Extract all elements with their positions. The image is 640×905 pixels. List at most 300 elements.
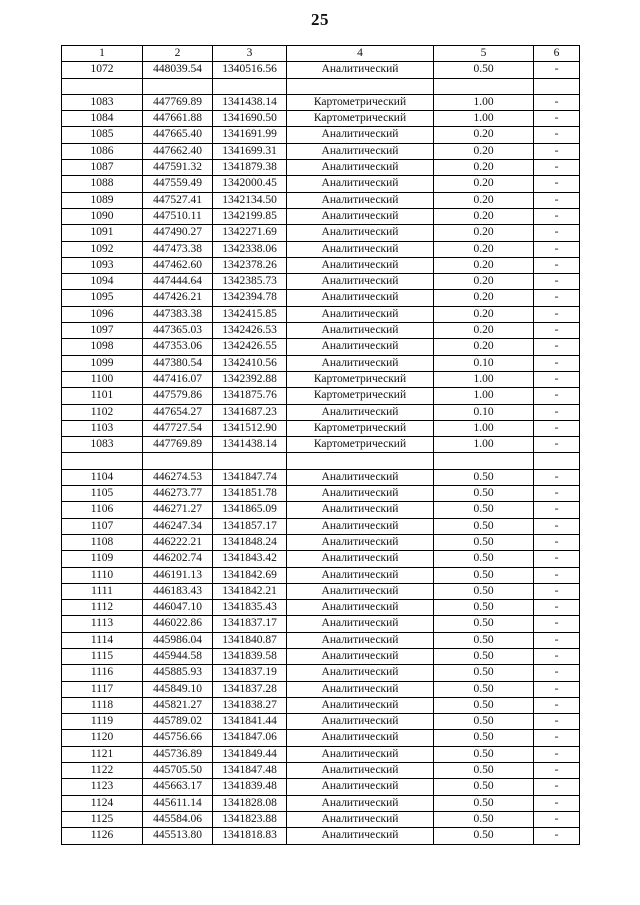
x-coordinate-cell: 447490.27 — [143, 225, 213, 241]
accuracy-cell: 0.20 — [434, 176, 534, 192]
method-cell: Аналитический — [287, 583, 434, 599]
method-cell: Аналитический — [287, 763, 434, 779]
note-cell: - — [534, 371, 580, 387]
y-coordinate-cell: 1341818.83 — [213, 828, 287, 844]
point-number-cell: 1084 — [62, 111, 143, 127]
table-row — [62, 534, 580, 550]
table-row — [62, 746, 580, 762]
accuracy-cell: 0.20 — [434, 274, 534, 290]
method-cell — [287, 78, 434, 94]
y-coordinate-cell: 1341879.38 — [213, 160, 287, 176]
y-coordinate-cell: 1341438.14 — [213, 94, 287, 110]
point-number-cell: 1108 — [62, 534, 143, 550]
point-number-cell: 1088 — [62, 176, 143, 192]
accuracy-cell: 0.50 — [434, 779, 534, 795]
accuracy-cell: 0.50 — [434, 697, 534, 713]
column-header: 1 — [62, 46, 143, 62]
point-number-cell: 1105 — [62, 486, 143, 502]
x-coordinate-cell: 446047.10 — [143, 600, 213, 616]
point-number-cell: 1089 — [62, 192, 143, 208]
x-coordinate-cell: 445986.04 — [143, 632, 213, 648]
accuracy-cell: 0.50 — [434, 567, 534, 583]
method-cell: Аналитический — [287, 681, 434, 697]
table-row — [62, 811, 580, 827]
point-number-cell: 1109 — [62, 551, 143, 567]
column-header: 6 — [534, 46, 580, 62]
accuracy-cell: 1.00 — [434, 94, 534, 110]
note-cell: - — [534, 632, 580, 648]
method-cell: Аналитический — [287, 534, 434, 550]
table-row — [62, 160, 580, 176]
table-row — [62, 714, 580, 730]
y-coordinate-cell: 1341842.21 — [213, 583, 287, 599]
method-cell: Аналитический — [287, 323, 434, 339]
method-cell: Картометрический — [287, 420, 434, 436]
x-coordinate-cell: 446191.13 — [143, 567, 213, 583]
accuracy-cell: 0.20 — [434, 306, 534, 322]
method-cell: Аналитический — [287, 632, 434, 648]
note-cell: - — [534, 648, 580, 664]
point-number-cell: 1083 — [62, 94, 143, 110]
x-coordinate-cell: 447353.06 — [143, 339, 213, 355]
point-number-cell: 1093 — [62, 257, 143, 273]
method-cell: Картометрический — [287, 437, 434, 453]
note-cell: - — [534, 518, 580, 534]
accuracy-cell: 0.20 — [434, 143, 534, 159]
table-row — [62, 111, 580, 127]
y-coordinate-cell — [213, 78, 287, 94]
table-row — [62, 583, 580, 599]
note-cell: - — [534, 502, 580, 518]
x-coordinate-cell — [143, 453, 213, 469]
table-row — [62, 453, 580, 469]
note-cell — [534, 453, 580, 469]
table-row — [62, 828, 580, 844]
note-cell: - — [534, 111, 580, 127]
method-cell: Аналитический — [287, 274, 434, 290]
note-cell: - — [534, 551, 580, 567]
table-row — [62, 323, 580, 339]
point-number-cell: 1112 — [62, 600, 143, 616]
x-coordinate-cell: 447591.32 — [143, 160, 213, 176]
method-cell: Картометрический — [287, 94, 434, 110]
note-cell: - — [534, 241, 580, 257]
point-number-cell: 1092 — [62, 241, 143, 257]
table-row — [62, 665, 580, 681]
method-cell: Аналитический — [287, 241, 434, 257]
x-coordinate-cell: 447727.54 — [143, 420, 213, 436]
method-cell: Аналитический — [287, 730, 434, 746]
point-number-cell: 1113 — [62, 616, 143, 632]
table-row — [62, 225, 580, 241]
x-coordinate-cell: 447665.40 — [143, 127, 213, 143]
point-number-cell: 1102 — [62, 404, 143, 420]
column-header: 2 — [143, 46, 213, 62]
point-number-cell: 1095 — [62, 290, 143, 306]
point-number-cell: 1126 — [62, 828, 143, 844]
point-number-cell: 1106 — [62, 502, 143, 518]
accuracy-cell: 0.50 — [434, 681, 534, 697]
y-coordinate-cell: 1341438.14 — [213, 437, 287, 453]
point-number-cell: 1086 — [62, 143, 143, 159]
note-cell: - — [534, 323, 580, 339]
note-cell: - — [534, 437, 580, 453]
table-body — [62, 62, 580, 844]
y-coordinate-cell: 1341843.42 — [213, 551, 287, 567]
table-row — [62, 339, 580, 355]
y-coordinate-cell: 1342385.73 — [213, 274, 287, 290]
note-cell: - — [534, 779, 580, 795]
y-coordinate-cell: 1341847.06 — [213, 730, 287, 746]
method-cell: Аналитический — [287, 828, 434, 844]
x-coordinate-cell: 447510.11 — [143, 208, 213, 224]
note-cell: - — [534, 160, 580, 176]
note-cell: - — [534, 697, 580, 713]
y-coordinate-cell: 1341841.44 — [213, 714, 287, 730]
table-row — [62, 779, 580, 795]
accuracy-cell: 0.20 — [434, 127, 534, 143]
method-cell: Картометрический — [287, 371, 434, 387]
y-coordinate-cell: 1341840.87 — [213, 632, 287, 648]
note-cell — [534, 78, 580, 94]
note-cell: - — [534, 94, 580, 110]
point-number-cell: 1119 — [62, 714, 143, 730]
point-number-cell: 1085 — [62, 127, 143, 143]
note-cell: - — [534, 339, 580, 355]
note-cell: - — [534, 62, 580, 78]
y-coordinate-cell: 1342394.78 — [213, 290, 287, 306]
table-row — [62, 241, 580, 257]
method-cell: Аналитический — [287, 551, 434, 567]
point-number-cell: 1099 — [62, 355, 143, 371]
accuracy-cell: 0.20 — [434, 192, 534, 208]
method-cell: Аналитический — [287, 811, 434, 827]
column-header: 3 — [213, 46, 287, 62]
method-cell: Аналитический — [287, 208, 434, 224]
point-number-cell — [62, 78, 143, 94]
x-coordinate-cell: 446247.34 — [143, 518, 213, 534]
y-coordinate-cell: 1341848.24 — [213, 534, 287, 550]
x-coordinate-cell: 445611.14 — [143, 795, 213, 811]
point-number-cell: 1091 — [62, 225, 143, 241]
accuracy-cell: 0.20 — [434, 241, 534, 257]
table-row — [62, 290, 580, 306]
x-coordinate-cell: 448039.54 — [143, 62, 213, 78]
y-coordinate-cell: 1341699.31 — [213, 143, 287, 159]
table-row — [62, 648, 580, 664]
x-coordinate-cell: 445944.58 — [143, 648, 213, 664]
x-coordinate-cell: 447444.64 — [143, 274, 213, 290]
accuracy-cell: 0.50 — [434, 583, 534, 599]
accuracy-cell: 0.50 — [434, 828, 534, 844]
point-number-cell: 1094 — [62, 274, 143, 290]
y-coordinate-cell: 1342415.85 — [213, 306, 287, 322]
y-coordinate-cell: 1341690.50 — [213, 111, 287, 127]
accuracy-cell: 0.50 — [434, 730, 534, 746]
y-coordinate-cell: 1342338.06 — [213, 241, 287, 257]
x-coordinate-cell: 446274.53 — [143, 469, 213, 485]
coordinates-table — [61, 45, 580, 845]
note-cell: - — [534, 486, 580, 502]
method-cell: Аналитический — [287, 795, 434, 811]
accuracy-cell: 0.50 — [434, 714, 534, 730]
x-coordinate-cell: 447579.86 — [143, 388, 213, 404]
y-coordinate-cell: 1341687.23 — [213, 404, 287, 420]
note-cell: - — [534, 795, 580, 811]
note-cell: - — [534, 714, 580, 730]
method-cell: Аналитический — [287, 62, 434, 78]
point-number-cell: 1087 — [62, 160, 143, 176]
table-row — [62, 257, 580, 273]
point-number-cell: 1123 — [62, 779, 143, 795]
table-row — [62, 127, 580, 143]
accuracy-cell: 0.50 — [434, 62, 534, 78]
y-coordinate-cell: 1341847.74 — [213, 469, 287, 485]
y-coordinate-cell: 1341849.44 — [213, 746, 287, 762]
table-row — [62, 600, 580, 616]
accuracy-cell: 0.10 — [434, 355, 534, 371]
table-row — [62, 404, 580, 420]
accuracy-cell: 0.50 — [434, 763, 534, 779]
y-coordinate-cell: 1341851.78 — [213, 486, 287, 502]
point-number-cell: 1120 — [62, 730, 143, 746]
point-number-cell: 1116 — [62, 665, 143, 681]
accuracy-cell: 0.50 — [434, 665, 534, 681]
x-coordinate-cell: 446222.21 — [143, 534, 213, 550]
method-cell: Аналитический — [287, 714, 434, 730]
x-coordinate-cell: 447769.89 — [143, 437, 213, 453]
accuracy-cell: 0.50 — [434, 518, 534, 534]
accuracy-cell: 0.50 — [434, 502, 534, 518]
column-header: 4 — [287, 46, 434, 62]
y-coordinate-cell: 1342426.53 — [213, 323, 287, 339]
accuracy-cell: 0.50 — [434, 469, 534, 485]
point-number-cell: 1115 — [62, 648, 143, 664]
table-row — [62, 730, 580, 746]
note-cell: - — [534, 257, 580, 273]
note-cell: - — [534, 192, 580, 208]
x-coordinate-cell: 447769.89 — [143, 94, 213, 110]
y-coordinate-cell: 1341838.27 — [213, 697, 287, 713]
y-coordinate-cell: 1342199.85 — [213, 208, 287, 224]
note-cell: - — [534, 583, 580, 599]
point-number-cell: 1090 — [62, 208, 143, 224]
y-coordinate-cell: 1341823.88 — [213, 811, 287, 827]
table-row — [62, 192, 580, 208]
y-coordinate-cell: 1341828.08 — [213, 795, 287, 811]
point-number-cell: 1114 — [62, 632, 143, 648]
note-cell: - — [534, 225, 580, 241]
x-coordinate-cell: 445584.06 — [143, 811, 213, 827]
table-row — [62, 94, 580, 110]
table-row — [62, 208, 580, 224]
x-coordinate-cell: 447661.88 — [143, 111, 213, 127]
method-cell: Картометрический — [287, 111, 434, 127]
x-coordinate-cell — [143, 78, 213, 94]
x-coordinate-cell: 447559.49 — [143, 176, 213, 192]
accuracy-cell: 0.20 — [434, 290, 534, 306]
table-row — [62, 486, 580, 502]
table-row — [62, 78, 580, 94]
table-row — [62, 143, 580, 159]
accuracy-cell: 0.50 — [434, 486, 534, 502]
note-cell: - — [534, 681, 580, 697]
table-row — [62, 62, 580, 78]
method-cell: Аналитический — [287, 160, 434, 176]
x-coordinate-cell: 447416.07 — [143, 371, 213, 387]
table-header-row — [62, 46, 580, 62]
x-coordinate-cell: 447662.40 — [143, 143, 213, 159]
y-coordinate-cell: 1341837.28 — [213, 681, 287, 697]
table-row — [62, 697, 580, 713]
note-cell: - — [534, 534, 580, 550]
method-cell: Аналитический — [287, 502, 434, 518]
point-number-cell: 1122 — [62, 763, 143, 779]
note-cell: - — [534, 420, 580, 436]
table-row — [62, 437, 580, 453]
y-coordinate-cell: 1341835.43 — [213, 600, 287, 616]
y-coordinate-cell: 1342392.88 — [213, 371, 287, 387]
method-cell: Картометрический — [287, 388, 434, 404]
point-number-cell: 1101 — [62, 388, 143, 404]
x-coordinate-cell: 447380.54 — [143, 355, 213, 371]
x-coordinate-cell: 447527.41 — [143, 192, 213, 208]
x-coordinate-cell: 446022.86 — [143, 616, 213, 632]
accuracy-cell: 0.50 — [434, 616, 534, 632]
x-coordinate-cell: 447473.38 — [143, 241, 213, 257]
note-cell: - — [534, 616, 580, 632]
method-cell: Аналитический — [287, 355, 434, 371]
accuracy-cell: 1.00 — [434, 437, 534, 453]
accuracy-cell: 1.00 — [434, 371, 534, 387]
x-coordinate-cell: 447426.21 — [143, 290, 213, 306]
table-row — [62, 616, 580, 632]
y-coordinate-cell: 1341865.09 — [213, 502, 287, 518]
note-cell: - — [534, 176, 580, 192]
y-coordinate-cell: 1341842.69 — [213, 567, 287, 583]
accuracy-cell: 0.50 — [434, 534, 534, 550]
y-coordinate-cell: 1341837.17 — [213, 616, 287, 632]
method-cell: Аналитический — [287, 567, 434, 583]
accuracy-cell: 0.20 — [434, 160, 534, 176]
x-coordinate-cell: 447654.27 — [143, 404, 213, 420]
table-row — [62, 388, 580, 404]
y-coordinate-cell: 1342000.45 — [213, 176, 287, 192]
x-coordinate-cell: 445789.02 — [143, 714, 213, 730]
note-cell: - — [534, 828, 580, 844]
y-coordinate-cell: 1342410.56 — [213, 355, 287, 371]
page-number: 25 — [311, 10, 329, 29]
y-coordinate-cell: 1342378.26 — [213, 257, 287, 273]
point-number-cell: 1121 — [62, 746, 143, 762]
x-coordinate-cell: 445885.93 — [143, 665, 213, 681]
point-number-cell: 1110 — [62, 567, 143, 583]
method-cell: Аналитический — [287, 486, 434, 502]
x-coordinate-cell: 445849.10 — [143, 681, 213, 697]
accuracy-cell: 1.00 — [434, 420, 534, 436]
table-row — [62, 469, 580, 485]
x-coordinate-cell: 445821.27 — [143, 697, 213, 713]
table-row — [62, 681, 580, 697]
method-cell: Аналитический — [287, 404, 434, 420]
y-coordinate-cell: 1341839.48 — [213, 779, 287, 795]
method-cell: Аналитический — [287, 290, 434, 306]
x-coordinate-cell: 445756.66 — [143, 730, 213, 746]
accuracy-cell: 1.00 — [434, 388, 534, 404]
method-cell: Аналитический — [287, 143, 434, 159]
accuracy-cell: 0.50 — [434, 648, 534, 664]
table-row — [62, 763, 580, 779]
table-row — [62, 176, 580, 192]
method-cell: Аналитический — [287, 257, 434, 273]
note-cell: - — [534, 746, 580, 762]
accuracy-cell: 0.50 — [434, 811, 534, 827]
table-row — [62, 420, 580, 436]
point-number-cell: 1125 — [62, 811, 143, 827]
table-row — [62, 306, 580, 322]
note-cell: - — [534, 469, 580, 485]
x-coordinate-cell: 446202.74 — [143, 551, 213, 567]
point-number-cell: 1100 — [62, 371, 143, 387]
table-row — [62, 632, 580, 648]
accuracy-cell — [434, 78, 534, 94]
x-coordinate-cell: 447365.03 — [143, 323, 213, 339]
accuracy-cell: 0.50 — [434, 600, 534, 616]
note-cell: - — [534, 600, 580, 616]
point-number-cell: 1103 — [62, 420, 143, 436]
method-cell: Аналитический — [287, 306, 434, 322]
note-cell: - — [534, 388, 580, 404]
note-cell: - — [534, 763, 580, 779]
x-coordinate-cell: 445513.80 — [143, 828, 213, 844]
point-number-cell: 1124 — [62, 795, 143, 811]
accuracy-cell: 1.00 — [434, 111, 534, 127]
accuracy-cell: 0.20 — [434, 225, 534, 241]
y-coordinate-cell: 1341839.58 — [213, 648, 287, 664]
method-cell: Аналитический — [287, 176, 434, 192]
note-cell: - — [534, 355, 580, 371]
y-coordinate-cell: 1341847.48 — [213, 763, 287, 779]
accuracy-cell: 0.10 — [434, 404, 534, 420]
y-coordinate-cell: 1341837.19 — [213, 665, 287, 681]
method-cell: Аналитический — [287, 616, 434, 632]
x-coordinate-cell: 445736.89 — [143, 746, 213, 762]
method-cell: Аналитический — [287, 339, 434, 355]
accuracy-cell: 0.20 — [434, 323, 534, 339]
accuracy-cell: 0.50 — [434, 632, 534, 648]
note-cell: - — [534, 730, 580, 746]
y-coordinate-cell: 1341875.76 — [213, 388, 287, 404]
method-cell: Аналитический — [287, 648, 434, 664]
y-coordinate-cell — [213, 453, 287, 469]
accuracy-cell: 0.20 — [434, 208, 534, 224]
point-number-cell: 1118 — [62, 697, 143, 713]
point-number-cell — [62, 453, 143, 469]
note-cell: - — [534, 567, 580, 583]
note-cell: - — [534, 665, 580, 681]
note-cell: - — [534, 274, 580, 290]
method-cell: Аналитический — [287, 469, 434, 485]
x-coordinate-cell: 445663.17 — [143, 779, 213, 795]
point-number-cell: 1107 — [62, 518, 143, 534]
table-row — [62, 518, 580, 534]
y-coordinate-cell: 1342426.55 — [213, 339, 287, 355]
table-row — [62, 502, 580, 518]
x-coordinate-cell: 446271.27 — [143, 502, 213, 518]
method-cell: Аналитический — [287, 518, 434, 534]
point-number-cell: 1098 — [62, 339, 143, 355]
point-number-cell: 1096 — [62, 306, 143, 322]
